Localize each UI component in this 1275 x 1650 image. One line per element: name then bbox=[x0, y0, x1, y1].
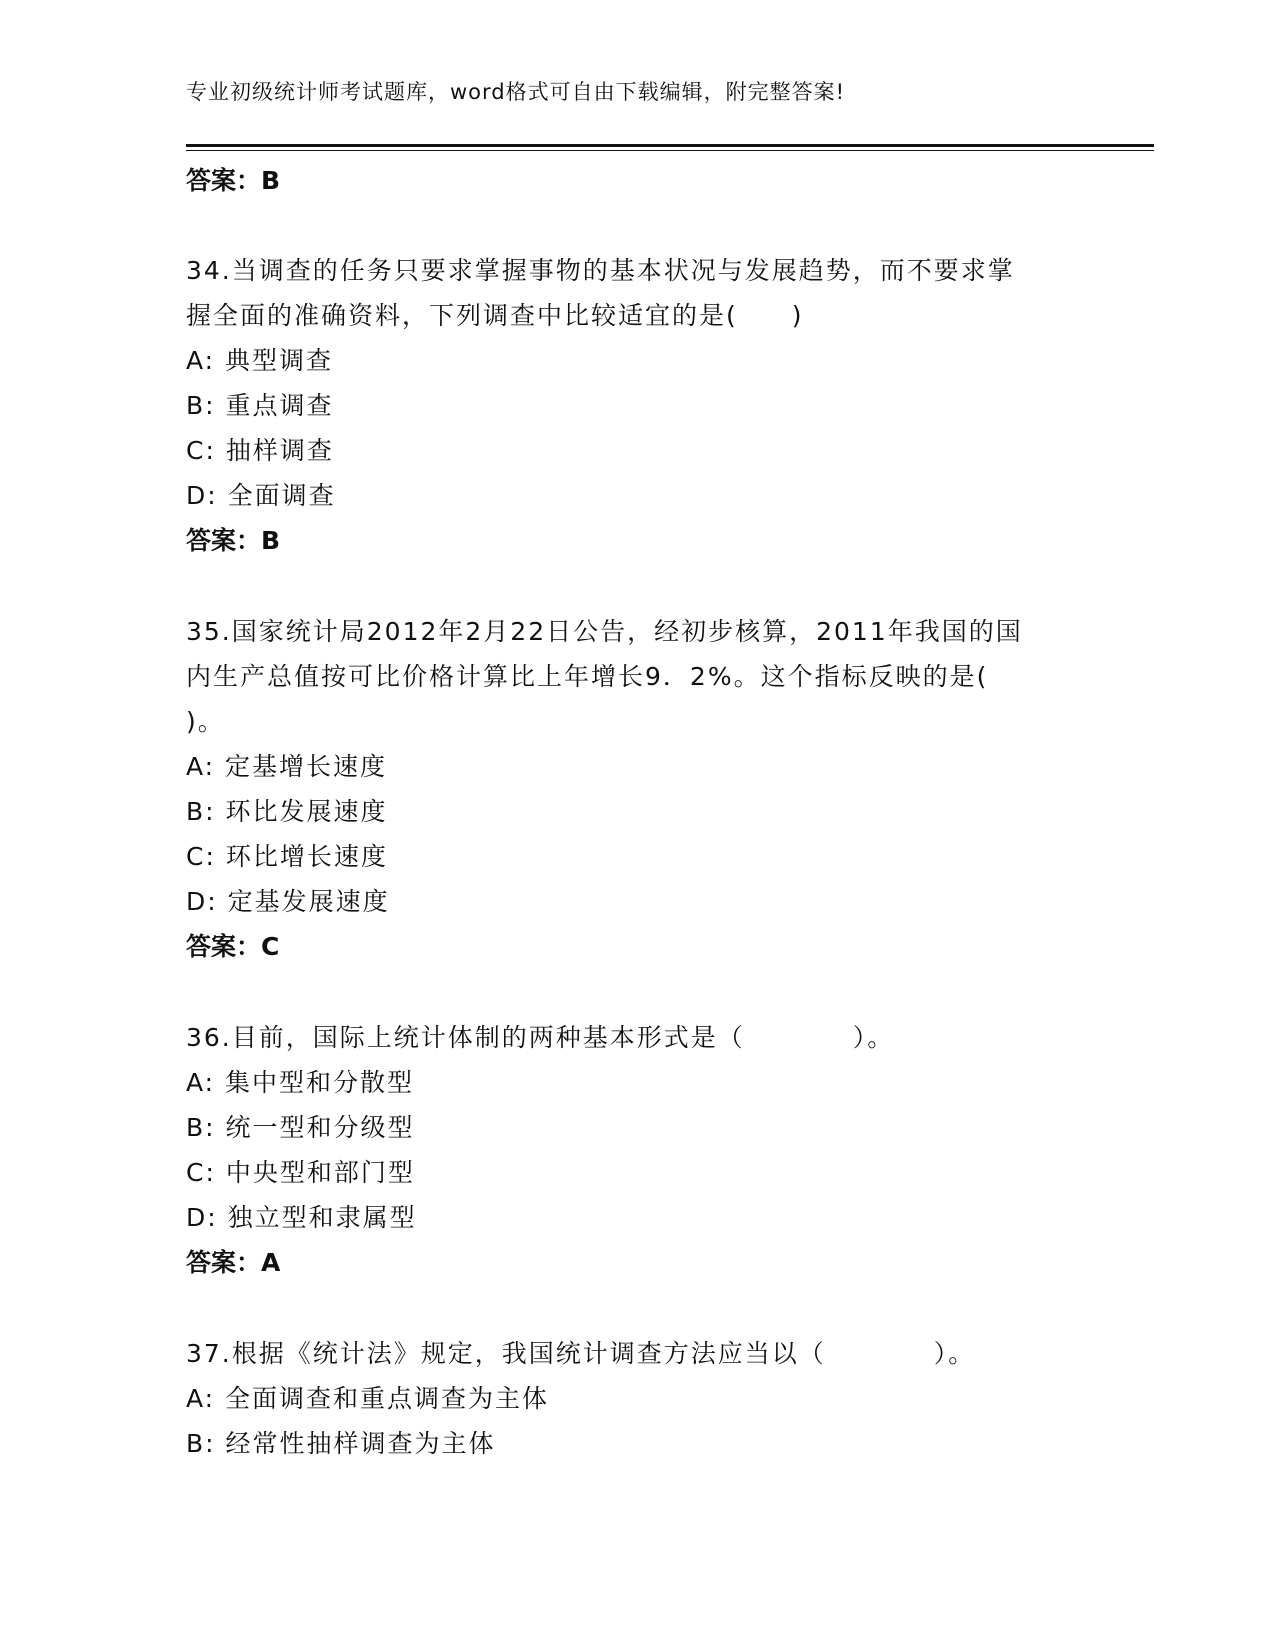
answer-text: 答案：A bbox=[186, 1248, 281, 1277]
option-d: D: 全面调查 bbox=[186, 481, 336, 510]
header-divider-thin bbox=[186, 150, 1154, 151]
answer-text: 答案：C bbox=[186, 932, 280, 961]
option-a: A: 全面调查和重点调查为主体 bbox=[186, 1384, 550, 1413]
page-header: 专业初级统计师考试题库，word格式可自由下载编辑，附完整答案! bbox=[186, 80, 846, 104]
question-35 bbox=[186, 609, 1086, 969]
question-list bbox=[186, 158, 1086, 1466]
header-divider bbox=[186, 144, 1154, 147]
option-a: A: 定基增长速度 bbox=[186, 752, 388, 781]
option-a: A: 集中型和分散型 bbox=[186, 1068, 415, 1097]
option-b: B: 经常性抽样调查为主体 bbox=[186, 1429, 496, 1458]
option-c: C: 中央型和部门型 bbox=[186, 1158, 415, 1187]
option-b: B: 重点调查 bbox=[186, 391, 334, 420]
option-c: C: 环比增长速度 bbox=[186, 842, 388, 871]
option-d: D: 独立型和隶属型 bbox=[186, 1203, 417, 1232]
option-b: B: 统一型和分级型 bbox=[186, 1113, 415, 1142]
question-stem: 35.国家统计局2012年2月22日公告，经初步核算，2011年我国的国 bbox=[186, 617, 1023, 646]
question-stem: 37.根据《统计法》规定，我国统计调查方法应当以（ ）。 bbox=[186, 1339, 976, 1368]
question-stem: 握全面的准确资料，下列调查中比较适宜的是( ) bbox=[186, 301, 804, 330]
question-stem: 34.当调查的任务只要求掌握事物的基本状况与发展趋势，而不要求掌 bbox=[186, 256, 1015, 285]
question-stem: 36.目前，国际上统计体制的两种基本形式是（ ）。 bbox=[186, 1023, 895, 1052]
question-34 bbox=[186, 248, 1086, 563]
option-d: D: 定基发展速度 bbox=[186, 887, 390, 916]
option-c: C: 抽样调查 bbox=[186, 436, 334, 465]
question-stem: )。 bbox=[186, 707, 225, 736]
answer-text: 答案：B bbox=[186, 166, 281, 195]
question-36 bbox=[186, 1015, 1086, 1285]
option-b: B: 环比发展速度 bbox=[186, 797, 388, 826]
question-stem: 内生产总值按可比价格计算比上年增长9．2%。这个指标反映的是( bbox=[186, 662, 989, 691]
answer-text: 答案：B bbox=[186, 526, 281, 555]
question-37 bbox=[186, 1331, 1086, 1466]
option-a: A: 典型调查 bbox=[186, 346, 334, 375]
